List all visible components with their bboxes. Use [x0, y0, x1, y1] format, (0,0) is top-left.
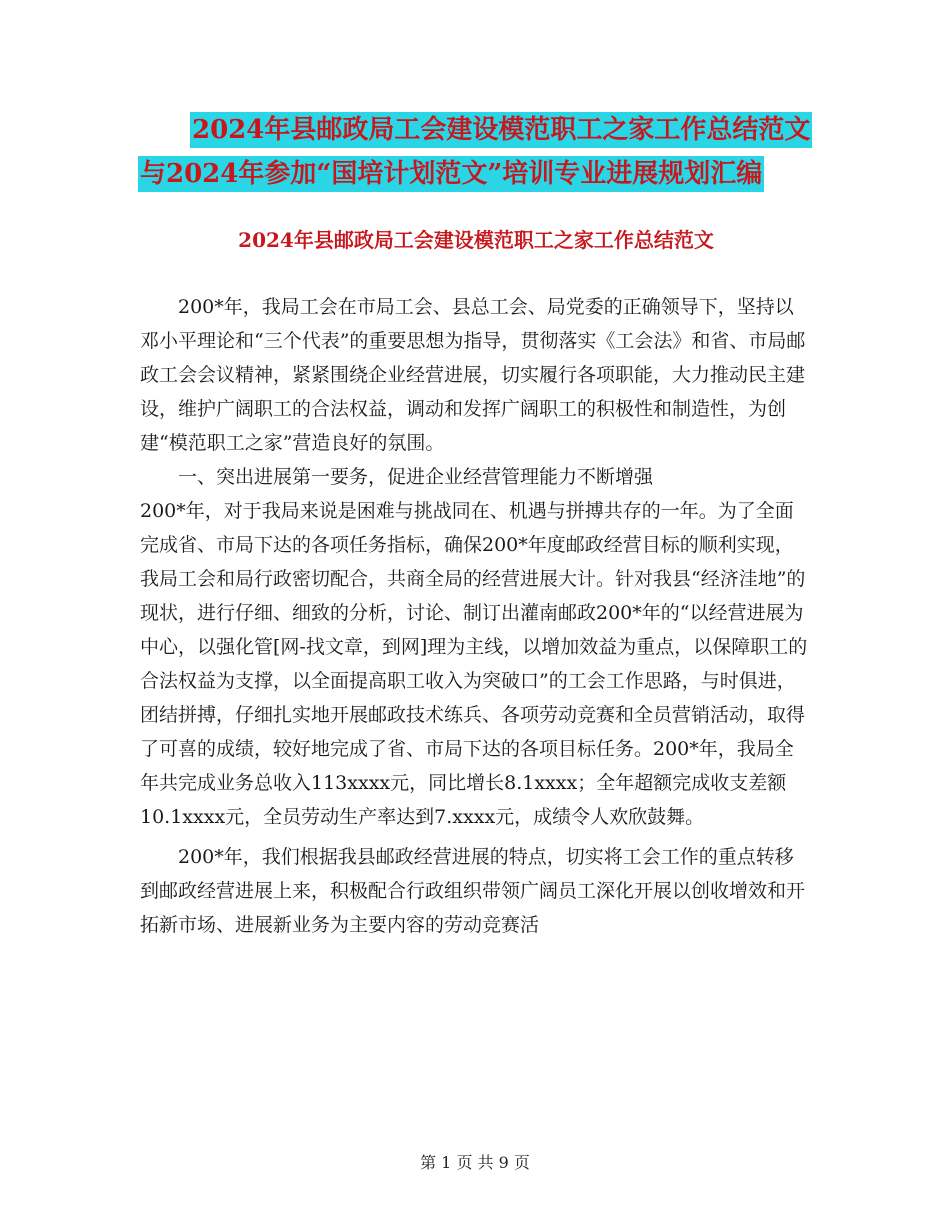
paragraph: 200*年，对于我局来说是困难与挑战同在、机遇与拼搏共存的一年。为了全面完成省、市局下达的各项任务指标，确保200*年度邮政经营目标的顺利实现，我局工会和局行政密切配合，共商全局的经营进展大计。针对我县“经济洼地”的现状，进行仔细、细致的分析，讨论、制订出灌南邮政200*年的“以经营进展为中心，以强化管[网-找文章，到网]理为主线，以增加效益为重点，以保障职工的合法权益为支撑，以全面提高职工收入为突破口”的工会工作思路，与时俱进，团结拼搏，仔细扎实地开展邮政技术练兵、各项劳动竞赛和全员营销活动，取得了可喜的成绩，较好地完成了省、市局下达的各项目标任务。200*年，我局全年共完成业务总收入113xxxx元，同比增长8.1xxxx；全年超额完成收支差额10.1xxxx元，全员劳动生产率达到7.xxxx元，成绩令人欢欣鼓舞。: [140, 500, 808, 828]
paragraph: 200*年，我局工会在市局工会、县总工会、局党委的正确领导下，坚持以邓小平理论和“三个代表”的重要思想为指导，贯彻落实《工会法》和省、市局邮政工会会议精神，紧紧围绕企业经营进展，切实履行各项职能，大力推动民主建设，维护广阔职工的合法权益，调动和发挥广阔职工的积极性和制造性，为创建“模范职工之家”营造良好的氛围。: [140, 296, 806, 454]
paragraph: 200*年，我们根据我县邮政经营进展的特点，切实将工会工作的重点转移到邮政经营进展上来，积极配合行政组织带领广阔员工深化开展以创收增效和开拓新市场、进展新业务为主要内容的劳动竞赛活: [140, 846, 806, 936]
title-line-1: 2024年县邮政局工会建设模范职工之家工作总结范文: [190, 112, 812, 148]
document-body: [140, 290, 810, 942]
section-title: 2024年县邮政局工会建设模范职工之家工作总结范文: [238, 228, 714, 252]
title-line-2: 与2024年参加“国培计划范文”培训专业进展规划汇编: [138, 156, 764, 192]
section-heading: 一、突出进展第一要务，促进企业经营管理能力不断增强: [178, 466, 654, 488]
page-footer: 第 1 页 共 9 页: [420, 1153, 530, 1172]
